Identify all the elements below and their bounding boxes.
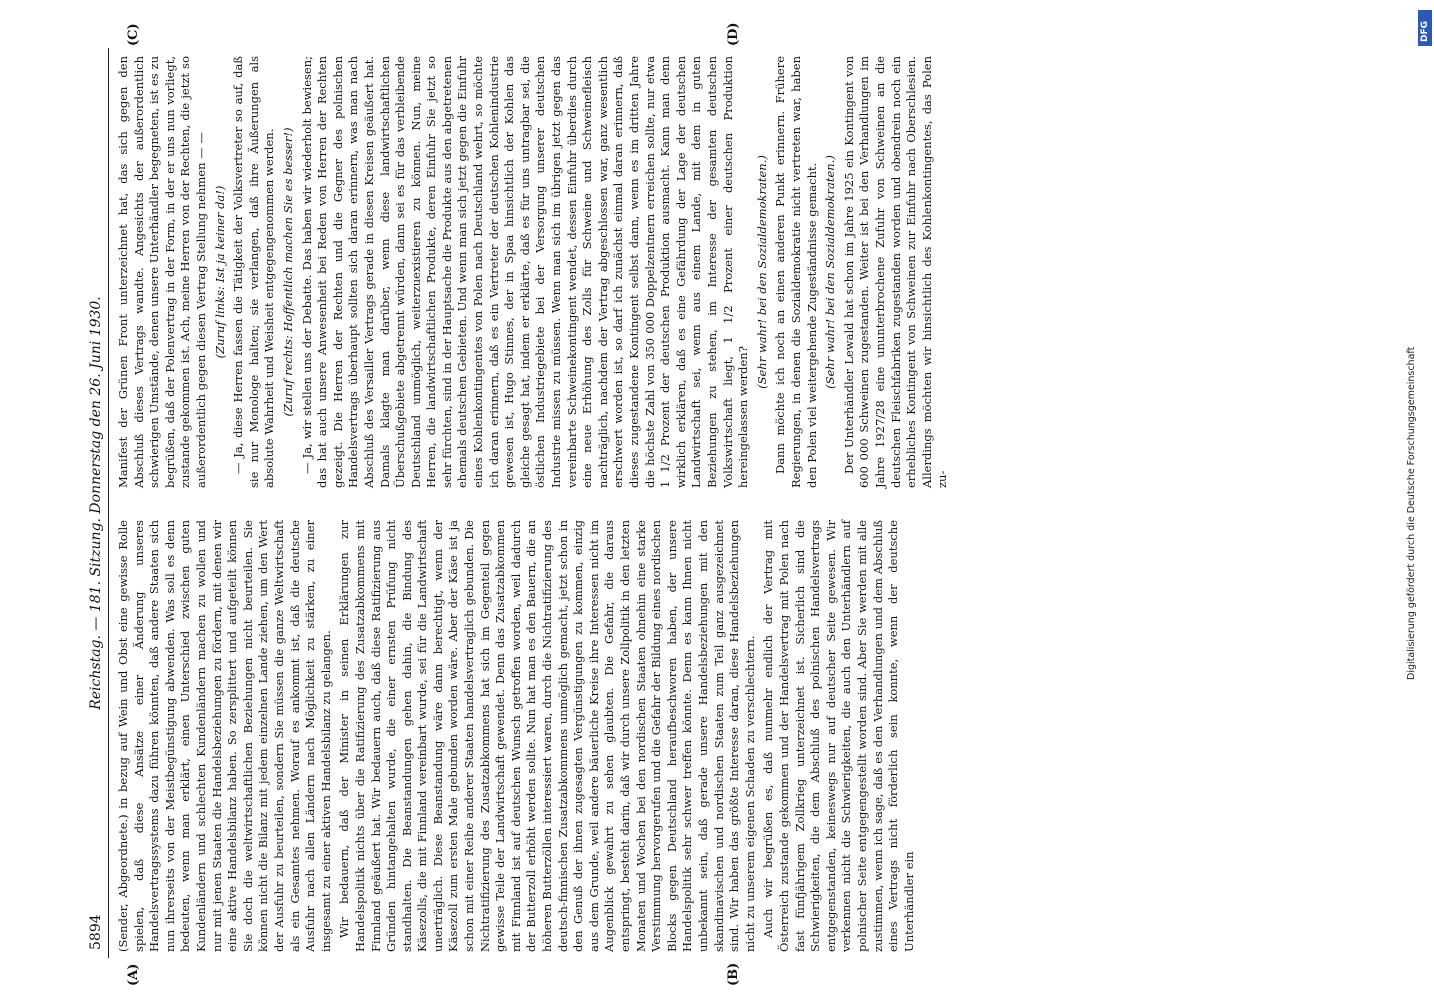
right-column <box>116 56 954 488</box>
margin-marker-c: (C) <box>126 23 141 46</box>
rotated-text-block <box>86 22 1296 986</box>
dfg-logo <box>1418 10 1432 46</box>
interjection: (Zuruf links: Ist ja keiner da!) <box>212 185 227 359</box>
paragraph: Auch wir begrüßen es, daß nunmehr endlich der Vertrag mit Österreich zustande gekommen und der Handelsvertrag mit Polen nach fast fünfjährigem Zollkrieg unterzeichnet ist. Sicherlich sind die Schwierigkeiten, die dem Abschluß des polnischen Handelsvertrags entgegenstanden, keineswegs nur auf deutscher Seite gewesen. Wir verkennen nicht die Schwierigkeiten, die auch den Unterhändlern auf polnischer Seite entgegengestellt worden sind. Aber Sie werden mit alle zustimmen, wenn ich sage, daß es den Verhandlungen und dem Abschluß eines Vertrags nicht förderlich sein konnte, wenn der deutsche Unterhändler ein <box>761 520 916 952</box>
left-column <box>116 520 920 952</box>
interjection: (Sehr wahr! bei den Sozialdemokraten.) <box>823 155 838 389</box>
paragraph: Manifest der Grünen Front unterzeichnet hat, das sich gegen den Abschluß dieses Vertrags wandte. Angesichts der außerordentlich schwierigen Umstände, denen unsere Unterhändler begegneten, ist es zu begrüßen, daß der Polenvertrag in der Form, in der er uns nun vorliegt, zustande gekommen ist. Ach, meine Herren von der Rechten, die jetzt so außerordentlich gegen diesen Vertrag Stellung nehmen — — <box>116 56 208 488</box>
margin-marker-b: (B) <box>726 962 741 986</box>
page-header <box>86 48 110 958</box>
header-rule <box>108 48 109 958</box>
digitization-credit-bar <box>1400 0 1434 1000</box>
margin-marker-d: (D) <box>726 22 741 46</box>
paragraph: Dann möchte ich noch an einen anderen Punkt erinnern. Frühere Regierungen, in denen die Sozialdemokratie nicht vertreten war, haben den Polen viel weitergehende Zugeständnisse gemacht. <box>773 56 819 488</box>
interjection: (Sehr wahr! bei den Sozialdemokraten.) <box>754 155 769 389</box>
paragraph: Der Unterhändler Lewald hat schon im Jahre 1925 ein Kontingent von 600 000 Schweinen zugestanden. Weiter ist bei den Verhandlungen im Jahre 1927/28 eine ununterbrochene Zufuhr von Schweinen an die deutschen Fleischfabriken zugestanden worden und obendrein noch ein erhebliches Kontingent von Schweinen zur Einfuhr nach Oberschlesien. Allerdings möchten wir hinsichtlich des Kohlenkontingentes, das Polen zu- <box>841 56 950 488</box>
paragraph: Wir bedauern, daß der Minister in seinen Erklärungen zur Handelspolitik nichts über die Ratifizierung des Zusatzabkommens mit Finnland geäußert hat. Wir bedauern auch, daß diese Ratifizierung aus Gründen hintangehalten wurde, die einer ernsten Prüfung nicht standhalten. Die Beanstandungen gehen dahin, die Bindung des Käsezolls, die mit Finnland vereinbart wurde, sei für die Landwirtschaft unerträglich. Diese Beanstandung wäre dann berechtigt, wenn der Käsezoll zum ersten Male gebunden worden wäre. Aber der Käse ist ja schon mit einer Reihe anderer Staaten handelsvertraglich gebunden. Die Nichtratifizierung des Zusatzabkommens hat sich im Gegenteil gegen gewisse Teile der Landwirtschaft gewendet. Denn das Zusatzabkommen mit Finnland ist auf deutschen Wunsch getroffen worden, weil dadurch der Butterzoll erhöht werden sollte. Nun hat man es den Bauern, die an höheren Butterzöllen interessiert waren, durch die Nichtratifizierung des deutsch-finnischen Zusatzabkommens unmöglich gemacht, jetzt schon in den Genuß der ihnen zugesagten Vergünstigungen zu kommen, einzig aus dem Grunde, weil andere bäuerliche Kreise ihre Interessen nicht im Augenblick gewahrt zu sehen glaubten. Die Gefahr, die daraus entspringt, besteht darin, daß wir durch unsere Zollpolitik in den letzten Monaten und Wochen bei den nordischen Staaten ohnehin eine starke Verstimmung hervorgerufen und die Gefahr der Bildung eines nordischen Blocks gegen Deutschland heraufbeschworen haben, der unsere Handelspolitik sehr schwer treffen könnte. Denn es kann Ihnen nicht unbekannt sein, daß gerade unsere Handelsbeziehungen mit den skandinavischen und nordischen Staaten zum Teil ganz ausgezeichnet sind. Wir haben das größte Interesse daran, diese Handelsbeziehungen nicht zu unserem eigenen Schaden zu verschlechtern. <box>337 520 757 952</box>
interjection: (Zuruf rechts: Hoffentlich machen Sie es besser!) <box>280 127 295 417</box>
page-title: Reichstag. — 181. Sitzung. Donnerstag den 26. Juni 1930. <box>88 296 104 710</box>
digitization-credit: Digitalisierung gefördert durch die Deutsche Forschungsgemeinschaft <box>1406 346 1417 680</box>
paragraph: — Ja, wir stellen uns der Debatte. Das haben wir wiederholt bewiesen; das hat auch unsere Anwesenheit bei Reden von Herren der Rechten gezeigt. Die Herren der Rechten und die Gegner des polnischen Handelsvertrags überhaupt sollten sich daran erinnern, was man nach Abschluß des Versailler Vertrags gerade in diesen Kreisen geäußert hat. Damals klagte man darüber, wenn diese landwirtschaftlichen Überschußgebiete abgetrennt würden, dann sei es für das verbleibende Deutschland unmöglich, weiterzuexistieren zu können. Nun, meine Herren, die landwirtschaftlichen Produkte, deren Einfuhr Sie jetzt so sehr fürchten, sind in der Hauptsache die Produkte aus den abgetretenen ehemals deutschen Gebieten. Und wenn man sich jetzt gegen die Einfuhr eines Kohlenkontingentes von Polen nach Deutschland wehrt, so möchte ich daran erinnern, daß es ein Vertreter der deutschen Kohlenindustrie gewesen ist, Hugo Stinnes, der in Spaa hinsichtlich der Kohlen das gleiche gesagt hat, indem er erklärte, daß es für uns untragbar sei, die östlichen Industriegebiete bei der Versorgung unserer deutschen Industrie missen zu müssen. Wenn man sich im übrigen jetzt gegen das vereinbarte Schweinekontingent wendet, dessen Einfuhr überdies durch eine neue Erhöhung des Zolls für Schweine und Schweinefleisch nachträglich, nachdem der Vertrag abgeschlossen war, ganz wesentlich erschwert worden ist, so darf ich zunächst einmal daran erinnern, daß dieses zugestandene Kontingent selbst dann, wenn es im dritten Jahre die höchste Zahl von 350 000 Doppelzentnern erreichen sollte, nur etwa 1 1/2 Prozent der deutschen Produktion ausmacht. Kann man denn wirklich erklären, daß es eine Gefährdung der Lage der deutschen Landwirtschaft sei, wenn aus einem Lande, mit dem in guten Beziehungen zu stehen, im Interesse der gesamten deutschen Volkswirtschaft liegt, 1 1/2 Prozent einer deutschen Produktion hereingelassen werden? <box>299 56 751 488</box>
margin-marker-a: (A) <box>126 963 141 986</box>
dfg-logo-text: DFG <box>1420 20 1430 42</box>
paragraph: — Ja, diese Herren fassen die Tätigkeit der Volksvertreter so auf, daß sie nur Monologe halten; sie verlangen, daß ihre Äußerungen als absolute Wahrheit und Weisheit entgegengenommen werden. <box>231 56 277 488</box>
paragraph: (Sender, Abgeordnete.) in bezug auf Wein und Obst eine gewisse Rolle spielen, daß diese Ansätze einer Änderung unseres Handelsvertragssystems dazu führen könnten, daß andere Staaten sich nun ihrerseits von der Meistbegünstigung abwenden. Was soll es denn bedeuten, wenn man erklärt, einen Unterschied zwischen guten Kundenländern und schlechten Kundenländern machen zu wollen und nur mit jenen Staaten die Handelsbeziehungen zu fördern, mit denen wir eine aktive Handelsbilanz haben. So zersplittert und aufgeteilt können Sie doch die weltwirtschaftlichen Beziehungen nicht beurteilen. Sie können nicht die Bilanz mit jedem einzelnen Lande ziehen, um den Wert der Ausfuhr zu beurteilen, sondern Sie müssen die ganze Weltwirtschaft als ein Gesamtes nehmen. Worauf es ankommt ist, daß die deutsche Ausfuhr nach allen Ländern nach Möglichkeit zu stärken, zu einer insgesamt zu einer aktiven Handelsbilanz zu gelangen. <box>116 520 333 952</box>
page-number: 5894 <box>88 914 104 950</box>
